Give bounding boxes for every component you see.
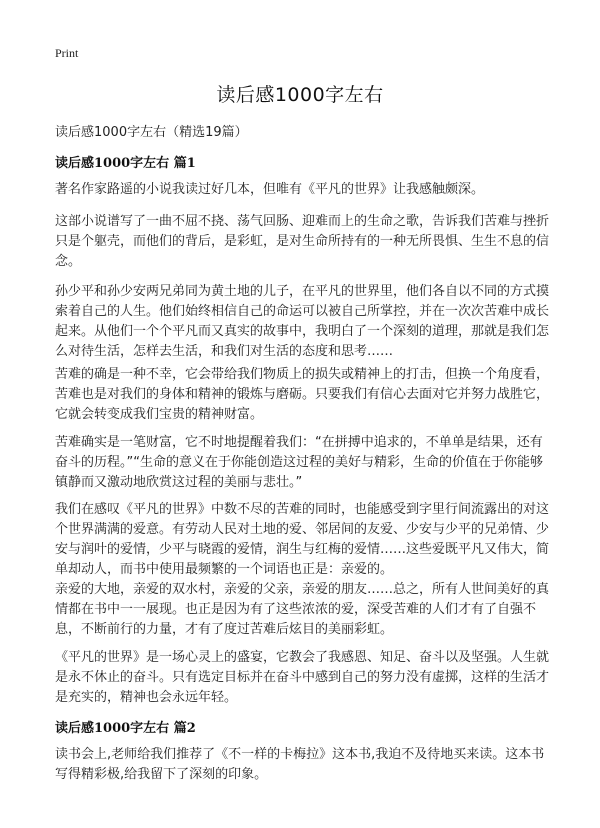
paragraph: 《平凡的世界》是一场心灵上的盛宴，它教会了我感恩、知足、奋斗以及坚强。人生就是永不休止的奋斗。只有选定目标并在奋斗中感到自己的努力没有虚掷，这样的生活才是充实的，精神也会永远年轻。 [55,650,550,705]
paragraph: 这部小说谱写了一曲不屈不挠、荡气回肠、迎难而上的生命之歌，告诉我们苦难与挫折只是个躯壳，而他们的背后，是彩虹，是对生命所持有的一种无所畏惧、生生不息的信念。 [55,214,550,269]
page-subtitle: 读后感1000字左右（精选19篇） [55,125,248,140]
paragraph: 苦难确实是一笔财富，它不时地提醒着我们：“在拼搏中追求的，不单单是结果，还有奋斗的历程。”“生命的意义在于你能创造这过程的美好与精彩，生命的价值在于你能够镇静而又激动地欣赏这过程的美丽与悲壮。” [55,435,543,490]
paragraph: 亲爱的大地，亲爱的双水村，亲爱的父亲，亲爱的朋友……总之，所有人世间美好的真情都在书中一一展现。也正是因为有了这些浓浓的爱，深受苦难的人们才有了自强不息，不断前行的力量，才有了度过苦难后炫目的美丽彩虹。 [55,582,550,637]
page-title: 读后感1000字左右 [216,84,384,106]
paragraph: 苦难的确是一种不幸，它会带给我们物质上的损失或精神上的打击，但换一个角度看，苦难也是对我们的身体和精神的锻炼与磨砺。只要我们有信心去面对它并努力战胜它，它就会转变成我们宝贵的精神财富。 [55,367,550,422]
paragraph: 孙少平和孙少安两兄弟同为黄土地的儿子，在平凡的世界里，他们各自以不同的方式摸索着自己的人生。他们始终相信自己的命运可以被自己所掌控，并在一次次苦难中成长起来。从他们一个个平凡而又真实的故事中，我明白了一个深刻的道理，那就是我们怎么对待生活，怎样去生活，和我们对生活的态度和思考…… [55,284,550,359]
print-link[interactable]: Print [55,46,79,60]
section-heading-2: 读后感1000字左右 篇2 [55,721,196,736]
paragraph: 著名作家路遥的小说我读过好几本，但唯有《平凡的世界》让我感触颇深。 [55,182,485,197]
section-heading-1: 读后感1000字左右 篇1 [55,156,196,171]
paragraph: 我们在感叹《平凡的世界》中数不尽的苦难的同时，也能感受到字里行间流露出的对这个世界满满的爱意。有劳动人民对土地的爱、邻居间的友爱、少安与少平的兄弟情、少安与润叶的爱情，少平与晓霞的爱情，润生与红梅的爱情……这些爱既平凡又伟大，简单却动人，而书中使用最频繁的一个词语也正是：亲爱的。 [55,502,550,577]
paragraph: 读书会上,老师给我们推荐了《不一样的卡梅拉》这本书,我迫不及待地买来读。这本书写得精彩极,给我留下了深刻的印象。 [55,747,545,782]
